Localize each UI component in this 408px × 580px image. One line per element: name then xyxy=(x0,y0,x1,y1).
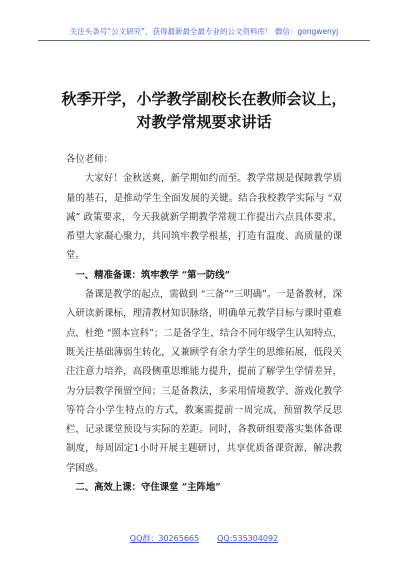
title-line-1: 秋季开学，小学教学副校长在教师会议上， xyxy=(61,90,347,108)
title-line-2: 对教学常规要求讲话 xyxy=(136,113,272,131)
section-1-heading: 一、精准备课：筑牢教学 “第一防线” xyxy=(75,269,231,281)
header-divider xyxy=(38,40,370,41)
intro-paragraph: 大家好！金秋送爽，新学期如约而至。教学常规是保障教学质量的基石，是推动学生全面发展的关键。结合我校教学实际与 “双减” 政策要求，今天我就新学期教学常规工作提出六点具体要求，希望大家凝心聚力，共同筑牢教学根基，打造有温度、高质量的课堂。 xyxy=(66,173,342,262)
section-1-paragraph: 备课是教学的起点，需做到 “三备”“三明确”。一是备教材，深入研读新课标，理清教材知识脉络，明确单元教学目标与课时重难点，杜绝 “照本宣科”；二是备学生，结合不同年级学生认知特点，既关注基础薄弱生转化，又兼顾学有余力学生的思维拓展，低段关注注意力培养，高段侧重思维能力提升，提前了解学生学情差异，为分层教学预留空间；三是备教法，多采用情境教学、游戏化教学等符合小学生特点的方式，教案需提前一周完成，预留教学反思栏，记录课堂预设与实际的差距。同时，各教研组要落实集体备课制度，每周固定1小时开展主题研讨，共享优质备课资源，解决教学困惑。 xyxy=(66,289,342,474)
footer-qq-group: QQ群：30265665 xyxy=(129,534,200,543)
footer-qq: QQ:535304092 xyxy=(217,534,279,543)
document-body xyxy=(66,150,342,497)
footer-contact xyxy=(0,533,408,544)
section-2-heading: 二、高效上课：守住课堂 “主阵地” xyxy=(75,482,221,494)
salutation: 各位老师： xyxy=(66,154,113,165)
document-title xyxy=(44,88,364,134)
header-note: 关注头条号“公文研究”，获得最新最全最专业的公文资料库！ 微信：gongwenyj xyxy=(69,27,339,36)
